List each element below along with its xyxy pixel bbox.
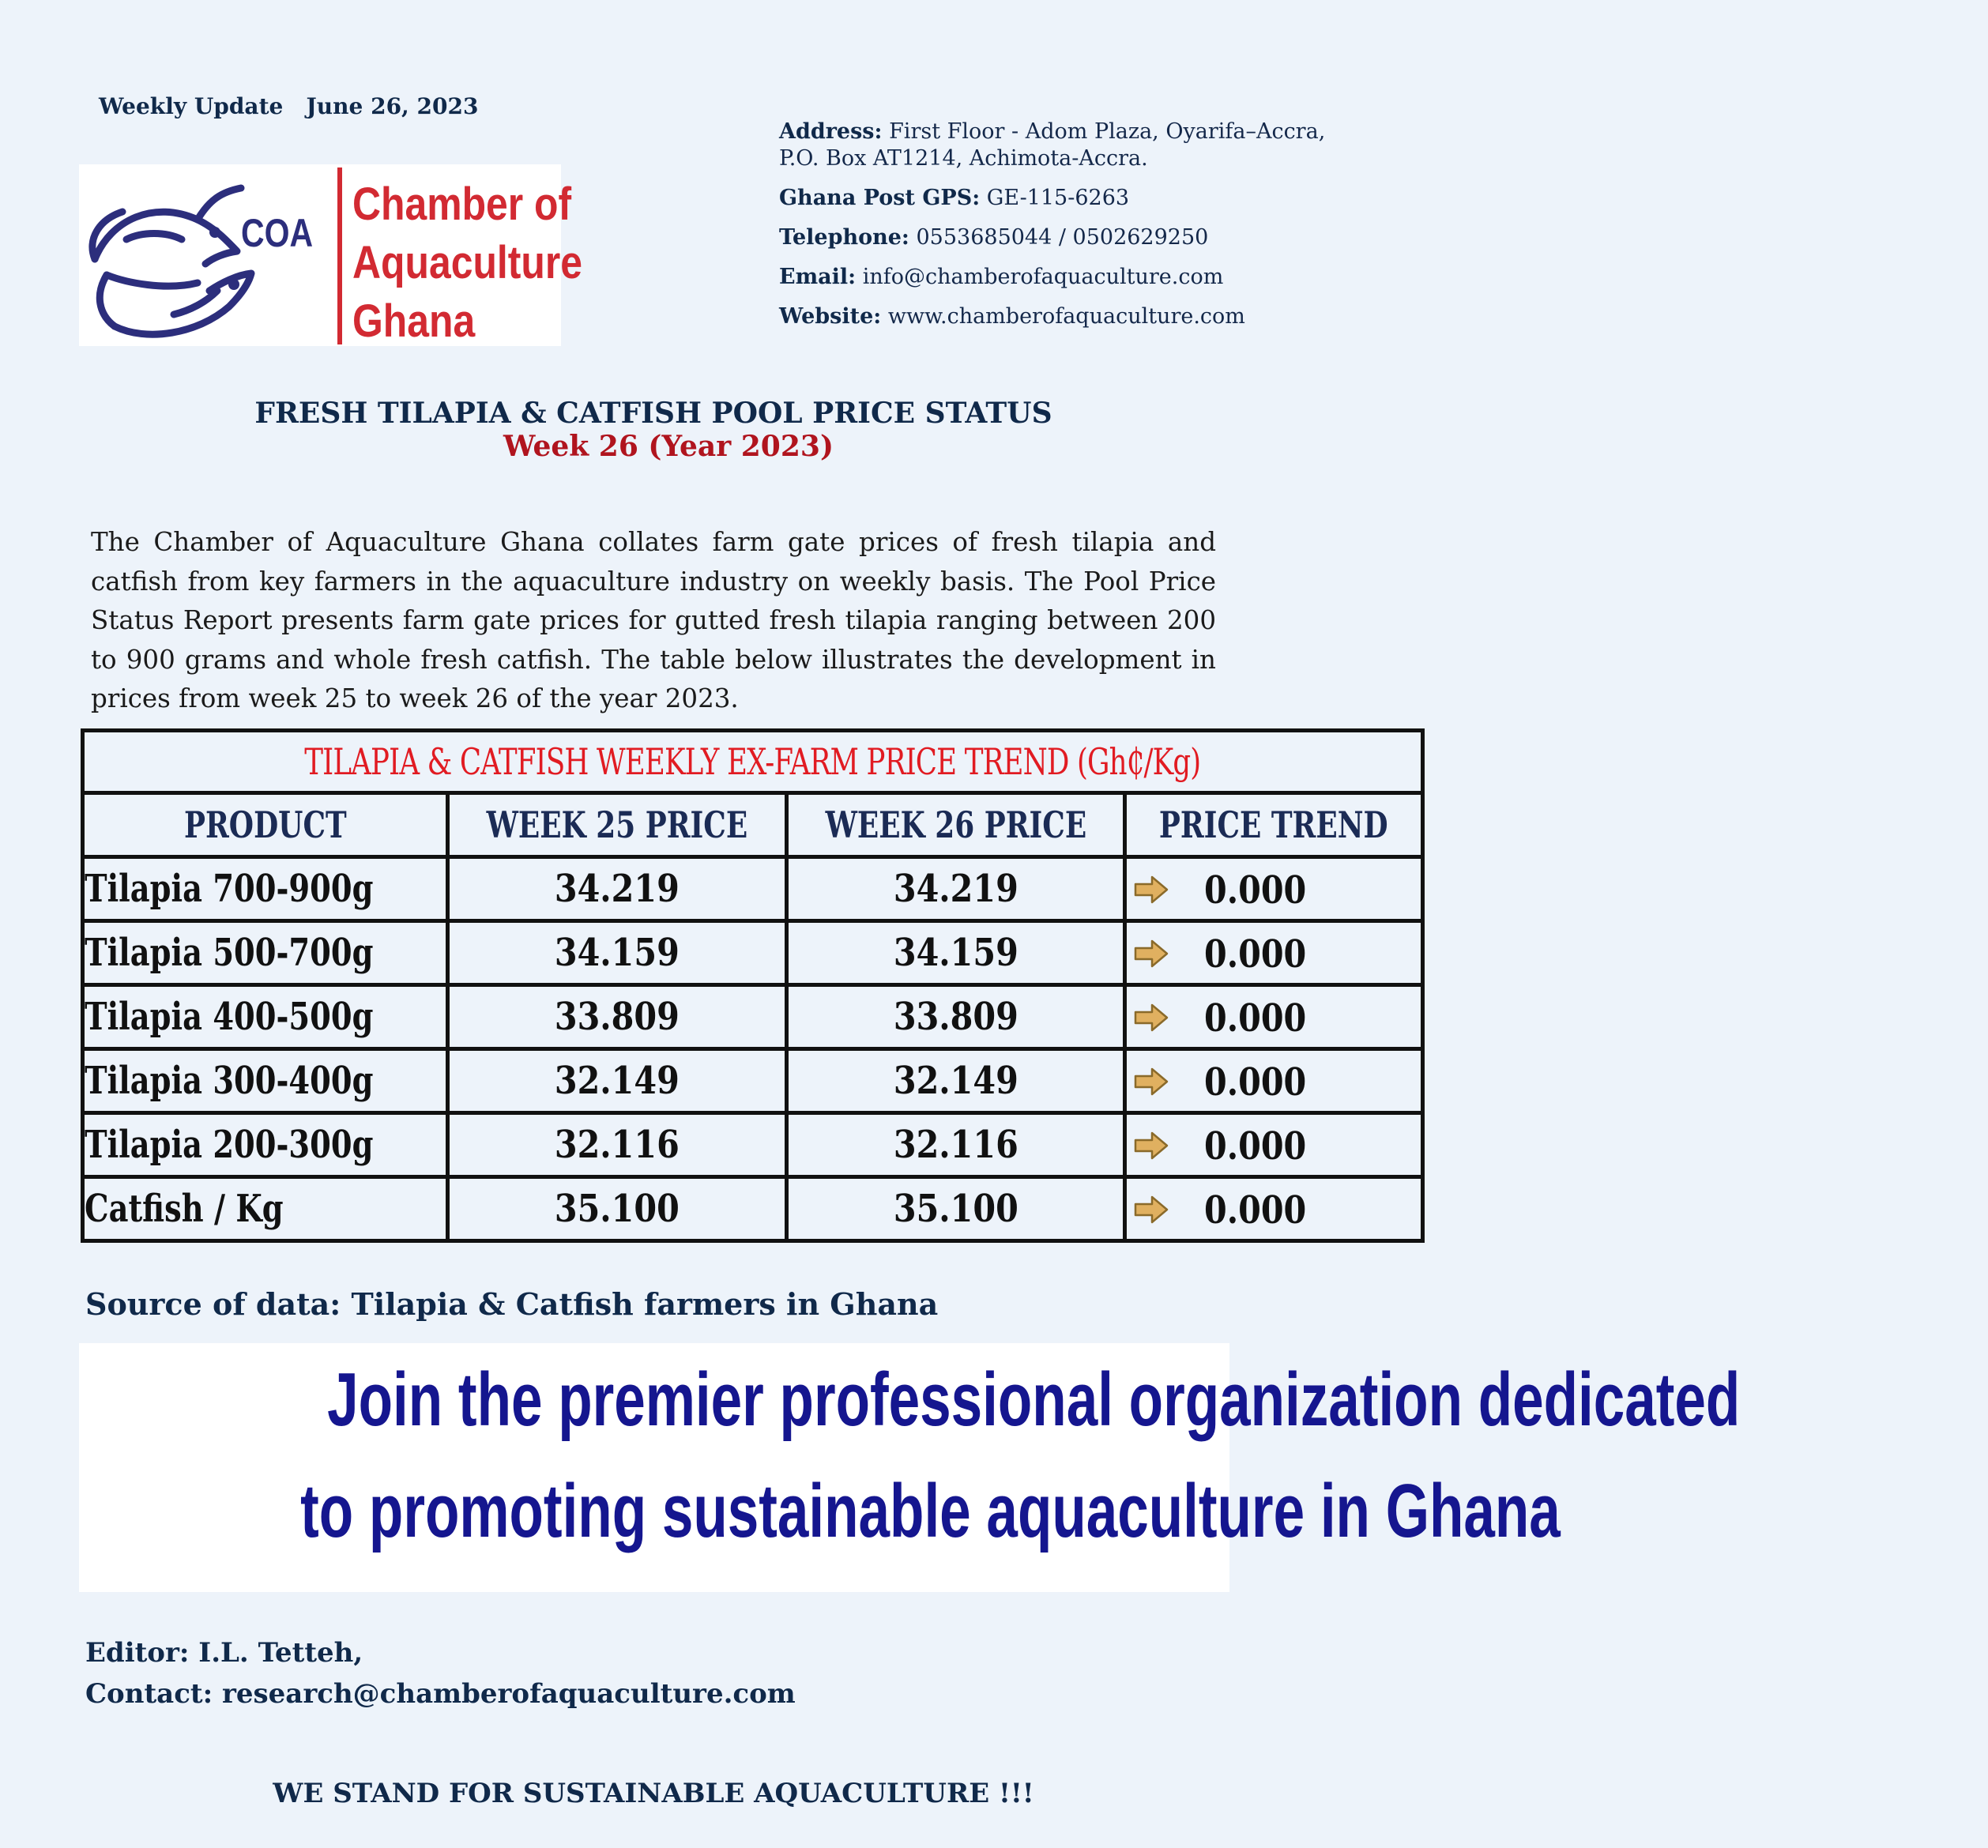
logo-abbreviation: COA xyxy=(241,211,314,255)
logo-text-line2: Aquaculture xyxy=(352,237,583,288)
week26-price-cell: 35.100 xyxy=(786,1177,1125,1241)
address-line1: First Floor - Adom Plaza, Oyarifa–Accra, xyxy=(889,119,1326,144)
weekly-update-date: Weekly Update June 26, 2023 xyxy=(99,93,479,119)
gps-label: Ghana Post GPS: xyxy=(779,186,981,210)
column-header-product: PRODUCT xyxy=(83,793,448,857)
week25-price-cell: 32.116 xyxy=(447,1113,786,1177)
column-header-week26: WEEK 26 PRICE xyxy=(786,793,1125,857)
editor-name: Editor: I.L. Tetteh, xyxy=(85,1637,363,1669)
logo-text-line3: Ghana xyxy=(352,295,476,347)
email-link[interactable]: info@chamberofaquaculture.com xyxy=(862,265,1224,289)
email xyxy=(779,264,1293,291)
product-cell: Tilapia 200-300g xyxy=(83,1113,448,1177)
telephone-label: Telephone: xyxy=(779,225,909,250)
week25-price-cell: 34.159 xyxy=(447,921,786,985)
week26-price-cell: 32.116 xyxy=(786,1113,1125,1177)
banner-line2: to promoting sustainable aquaculture in Ghana xyxy=(300,1469,1561,1553)
address xyxy=(779,119,1326,172)
trend-value: 0.000 xyxy=(1204,1124,1307,1169)
price-trend-cell xyxy=(1125,1113,1422,1177)
table-row xyxy=(83,1177,1423,1241)
week25-price-cell: 33.809 xyxy=(447,985,786,1049)
right-arrow-icon xyxy=(1133,1195,1169,1225)
website xyxy=(779,303,1293,330)
data-source: Source of data: Tilapia & Catfish farmers in Ghana xyxy=(85,1286,939,1322)
email-label: Email: xyxy=(779,265,857,289)
table-row xyxy=(83,1113,1423,1177)
price-table xyxy=(81,728,1425,1243)
gps-value: GE-115-6263 xyxy=(986,186,1130,210)
banner-line1: Join the premier professional organization dedicated xyxy=(327,1357,1741,1442)
trend-value: 0.000 xyxy=(1204,932,1307,977)
website-link[interactable]: www.chamberofaquaculture.com xyxy=(887,304,1245,329)
right-arrow-icon xyxy=(1133,1003,1169,1033)
product-cell: Catfish / Kg xyxy=(83,1177,448,1241)
week25-price-cell: 32.149 xyxy=(447,1049,786,1113)
table-row xyxy=(83,985,1423,1049)
gps xyxy=(779,185,1293,212)
product-cell: Tilapia 400-500g xyxy=(83,985,448,1049)
week26-price-cell: 33.809 xyxy=(786,985,1125,1049)
column-header-trend: PRICE TREND xyxy=(1125,793,1422,857)
address-label: Address: xyxy=(779,119,883,144)
week26-price-cell: 32.149 xyxy=(786,1049,1125,1113)
report-title: FRESH TILAPIA & CATFISH POOL PRICE STATUS xyxy=(254,397,1052,430)
price-trend-cell xyxy=(1125,1049,1422,1113)
contact-block xyxy=(779,119,1326,343)
logo-text-line1: Chamber of xyxy=(352,179,572,230)
price-trend-cell xyxy=(1125,985,1422,1049)
right-arrow-icon xyxy=(1133,939,1169,969)
price-trend-cell xyxy=(1125,1177,1422,1241)
table-row xyxy=(83,1049,1423,1113)
membership-banner xyxy=(79,1343,1741,1592)
right-arrow-icon xyxy=(1133,1067,1169,1097)
week26-price-cell: 34.159 xyxy=(786,921,1125,985)
week26-price-cell: 34.219 xyxy=(786,857,1125,921)
product-cell: Tilapia 700-900g xyxy=(83,857,448,921)
column-header-week25: WEEK 25 PRICE xyxy=(447,793,786,857)
price-trend-cell xyxy=(1125,921,1422,985)
product-cell: Tilapia 500-700g xyxy=(83,921,448,985)
address-line2: P.O. Box AT1214, Achimota-Accra. xyxy=(779,146,1148,171)
product-cell: Tilapia 300-400g xyxy=(83,1049,448,1113)
week25-price-cell: 35.100 xyxy=(447,1177,786,1241)
coa-logo xyxy=(79,164,583,347)
logo-divider xyxy=(337,167,342,344)
trend-value: 0.000 xyxy=(1204,868,1307,913)
telephone-value: 0553685044 / 0502629250 xyxy=(916,225,1209,250)
footer-slogan: WE STAND FOR SUSTAINABLE AQUACULTURE !!! xyxy=(273,1778,1034,1809)
table-caption: TILAPIA & CATFISH WEEKLY EX-FARM PRICE TREND (Gh₵/Kg) xyxy=(83,731,1423,793)
trend-value: 0.000 xyxy=(1204,1188,1307,1233)
price-trend-cell xyxy=(1125,857,1422,921)
trend-value: 0.000 xyxy=(1204,1060,1307,1105)
website-label: Website: xyxy=(779,304,882,329)
week25-price-cell: 34.219 xyxy=(447,857,786,921)
intro-paragraph: The Chamber of Aquaculture Ghana collates farm gate prices of fresh tilapia and catfish from key farmers in the aquaculture industry on weekly basis. The Pool Price Status Report presents farm gate prices for gutted fresh tilapia ranging between 200 to 900 grams and whole fresh catfish. The table below illustrates the development in prices from week 25 to week 26 of the year 2023. xyxy=(91,527,1216,714)
right-arrow-icon xyxy=(1133,875,1169,905)
telephone xyxy=(779,224,1293,251)
report-subtitle: Week 26 (Year 2023) xyxy=(503,430,834,463)
editor-block xyxy=(85,1632,796,1714)
right-arrow-icon xyxy=(1133,1131,1169,1161)
table-row xyxy=(83,921,1423,985)
editor-contact: Contact: research@chamberofaquaculture.com xyxy=(85,1678,796,1710)
trend-value: 0.000 xyxy=(1204,996,1307,1041)
table-row xyxy=(83,857,1423,921)
